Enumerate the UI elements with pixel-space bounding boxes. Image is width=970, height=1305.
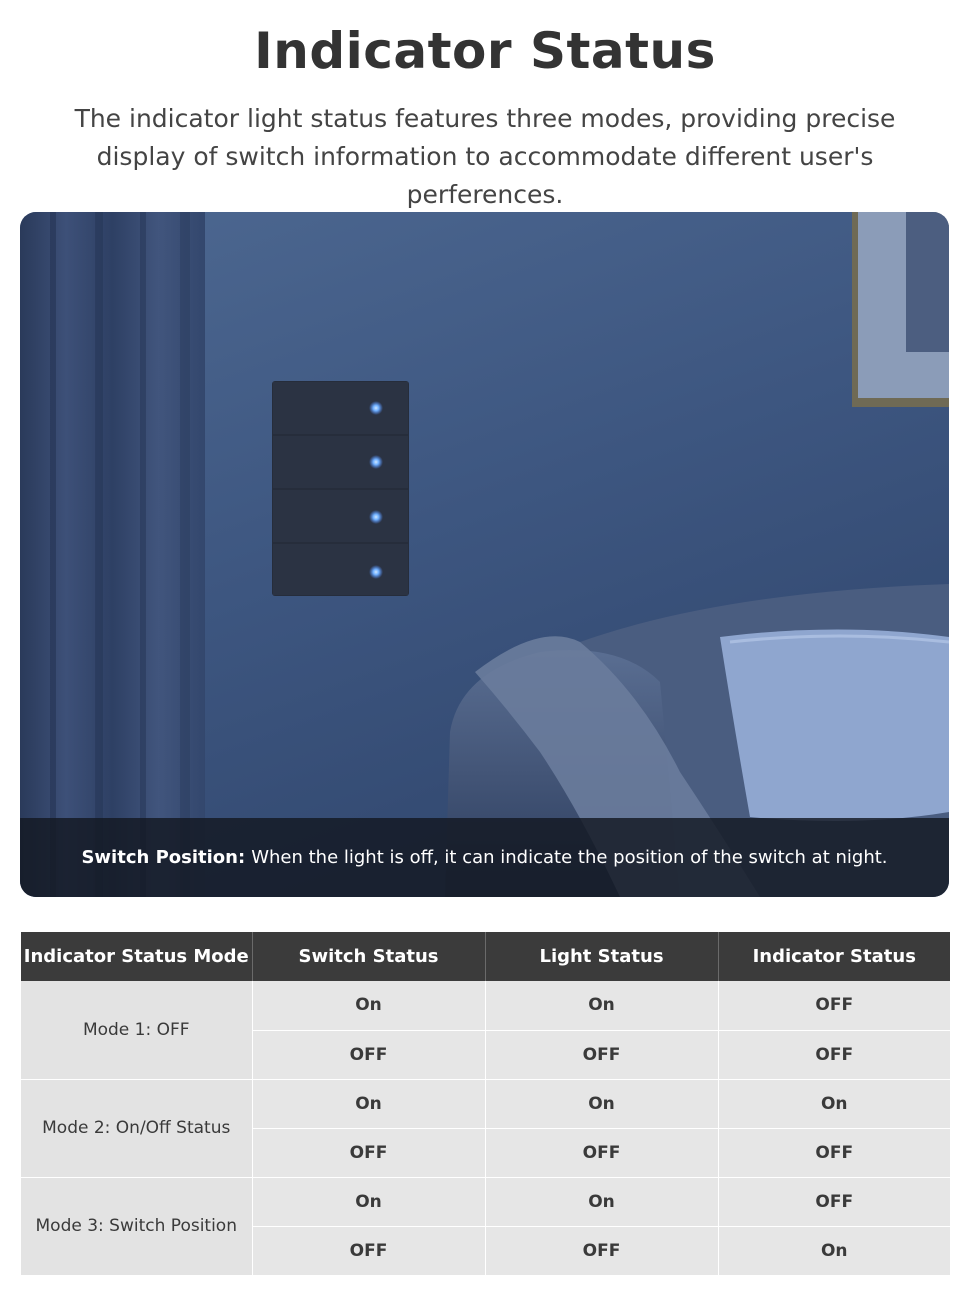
header-light-status: Light Status [485, 932, 718, 981]
mode-cell: Mode 1: OFF [21, 981, 252, 1079]
header-mode: Indicator Status Mode [21, 932, 252, 981]
table-header-row [21, 932, 950, 981]
light-status-cell: On [485, 1079, 718, 1128]
switch-status-cell: OFF [252, 1128, 485, 1177]
switch-panel [272, 381, 409, 596]
switch-status-cell: On [252, 981, 485, 1030]
switch-status-cell: OFF [252, 1226, 485, 1275]
indicator-status-table [21, 932, 950, 1276]
indicator-status-cell: OFF [718, 981, 950, 1030]
indicator-status-cell: On [718, 1079, 950, 1128]
light-status-cell: On [485, 981, 718, 1030]
table-row [21, 1079, 950, 1128]
caption-label: Switch Position: [81, 847, 246, 868]
light-status-cell: OFF [485, 1128, 718, 1177]
switch-status-cell: On [252, 1079, 485, 1128]
indicator-status-cell: OFF [718, 1030, 950, 1079]
mode-cell: Mode 3: Switch Position [21, 1177, 252, 1275]
page-title: Indicator Status [254, 22, 716, 80]
caption-text: When the light is off, it can indicate the position of the switch at night. [251, 847, 888, 868]
switch-status-cell: OFF [252, 1030, 485, 1079]
table-row [21, 981, 950, 1030]
product-photo [20, 212, 949, 897]
light-status-cell: OFF [485, 1226, 718, 1275]
photo-caption [20, 818, 949, 897]
light-status-cell: OFF [485, 1030, 718, 1079]
room-scene-illustration [20, 212, 949, 897]
page-subtitle: The indicator light status features three modes, providing precise display of switch information to accommodate different user's perferences. [74, 104, 896, 209]
mode-cell: Mode 2: On/Off Status [21, 1079, 252, 1177]
indicator-status-cell: OFF [718, 1177, 950, 1226]
switch-status-cell: On [252, 1177, 485, 1226]
header-switch-status: Switch Status [252, 932, 485, 981]
indicator-status-cell: On [718, 1226, 950, 1275]
indicator-status-cell: OFF [718, 1128, 950, 1177]
table-row [21, 1177, 950, 1226]
light-status-cell: On [485, 1177, 718, 1226]
header-indicator-status: Indicator Status [718, 932, 950, 981]
